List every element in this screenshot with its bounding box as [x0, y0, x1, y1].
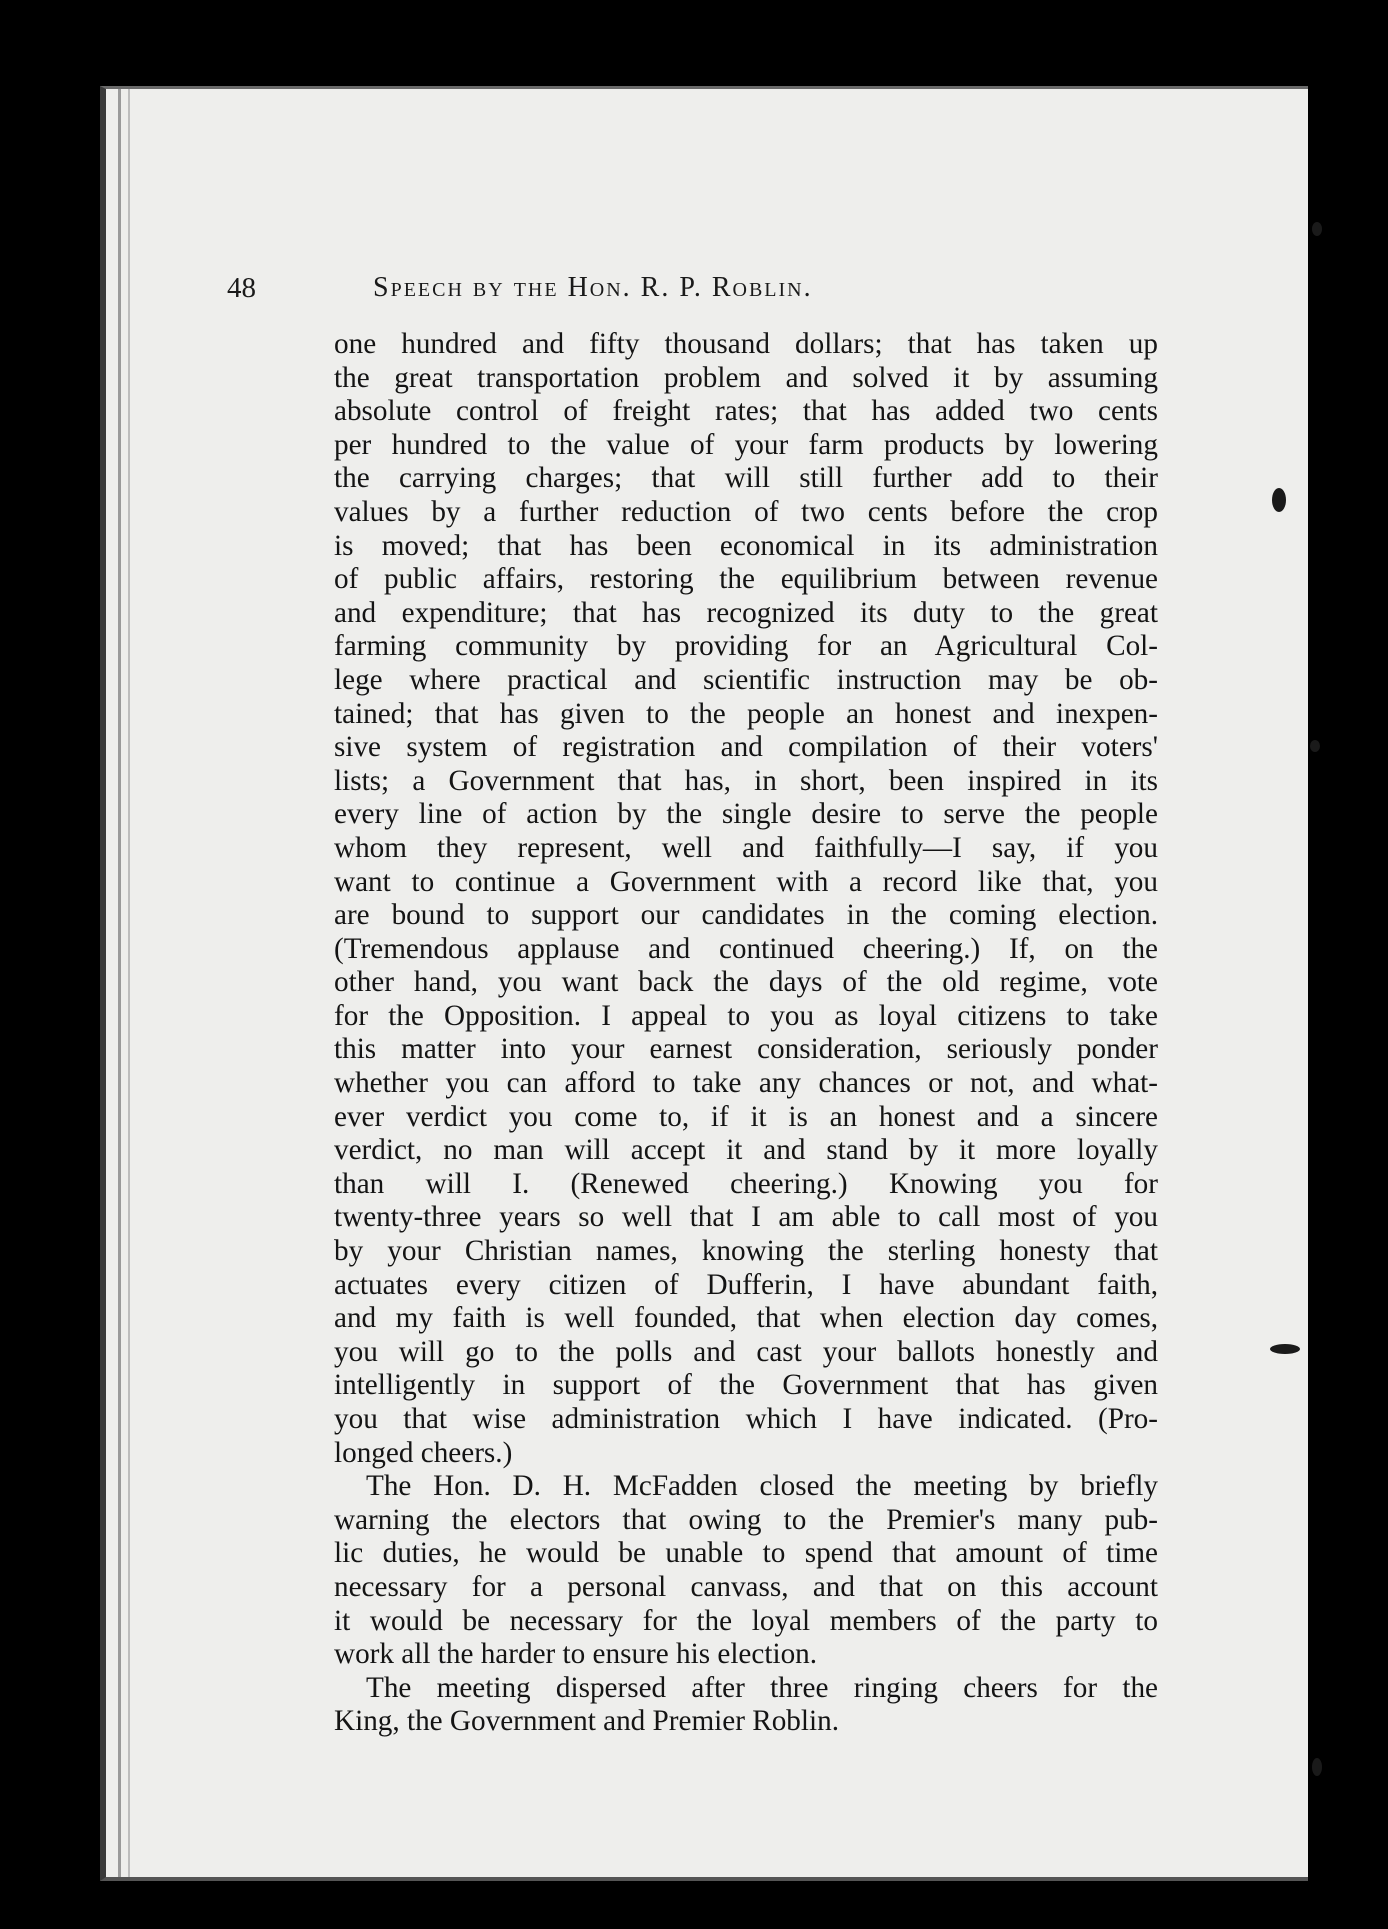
text-line: lic duties, he would be unable to spend that amount of time: [334, 1537, 1158, 1570]
text-line: actuates every citizen of Dufferin, I have abundant faith,: [334, 1268, 1158, 1301]
text-line: sive system of registration and compilation of their voters': [334, 731, 1158, 764]
text-line: intelligently in support of the Government that has given: [334, 1369, 1158, 1402]
text-line: whether you can afford to take any chances or not, and what-: [334, 1067, 1158, 1100]
paragraph-3: [334, 1672, 1158, 1739]
running-title: Speech by the Hon. R. P. Roblin.: [373, 272, 813, 303]
binding-edge-line-inner: [128, 89, 130, 1877]
body-text: [334, 328, 1158, 1739]
running-head: [227, 272, 1087, 312]
text-line: one hundred and fifty thousand dollars; that has taken up: [334, 328, 1158, 360]
text-line: the carrying charges; that will still further add to their: [334, 462, 1158, 495]
text-line: this matter into your earnest consideration, seriously ponder: [334, 1033, 1158, 1066]
text-line: lege where practical and scientific instruction may be ob-: [334, 663, 1158, 696]
scan-speck: [1270, 1344, 1300, 1354]
text-line: farming community by providing for an Agricultural Col-: [334, 630, 1158, 663]
text-line: of public affairs, restoring the equilibrium between revenue: [334, 563, 1158, 596]
text-line: it would be necessary for the loyal members of the party to: [334, 1604, 1158, 1637]
text-line: warning the electors that owing to the Premier's many pub-: [334, 1503, 1158, 1536]
scan-speck: [1310, 740, 1320, 752]
scan-speck: [1312, 1758, 1322, 1776]
text-line: you that wise administration which I have indicated. (Pro-: [334, 1403, 1158, 1435]
text-line: the great transportation problem and solved it by assuming: [334, 361, 1158, 394]
text-line: want to continue a Government with a record like that, you: [334, 865, 1158, 898]
text-line: The Hon. D. H. McFadden closed the meeting by briefly: [366, 1470, 1158, 1503]
text-line: ever verdict you come to, if it is an honest and a sincere: [334, 1100, 1158, 1133]
scan-speck: [1312, 222, 1322, 236]
text-line: by your Christian names, knowing the sterling honesty that: [334, 1235, 1158, 1268]
text-line: verdict, no man will accept it and stand by it more loyally: [334, 1134, 1158, 1167]
scan-speck: [1272, 488, 1286, 512]
text-line: lists; a Government that has, in short, been inspired in its: [334, 764, 1158, 797]
text-line: The meeting dispersed after three ringing cheers for the: [366, 1671, 1158, 1704]
text-line: (Tremendous applause and continued cheering.) If, on the: [334, 932, 1158, 965]
text-line: and my faith is well founded, that when election day comes,: [334, 1302, 1158, 1335]
text-line: than will I. (Renewed cheering.) Knowing you for: [334, 1167, 1158, 1200]
text-line: necessary for a personal canvass, and that on this account: [334, 1570, 1158, 1603]
page-number: 48: [227, 272, 256, 304]
text-line: King, the Government and Premier Roblin.: [334, 1705, 840, 1738]
text-line: for the Opposition. I appeal to you as loyal citizens to take: [334, 999, 1158, 1032]
text-line: values by a further reduction of two cents before the crop: [334, 495, 1158, 528]
text-line: and expenditure; that has recognized its duty to the great: [334, 596, 1158, 629]
text-line: you will go to the polls and cast your ballots honestly and: [334, 1335, 1158, 1368]
text-line: absolute control of freight rates; that has added two cents: [334, 395, 1158, 428]
paragraph-1: [334, 328, 1158, 1470]
text-line: tained; that has given to the people an honest and inexpen-: [334, 697, 1158, 730]
text-line: per hundred to the value of your farm products by lowering: [334, 428, 1158, 461]
text-line: every line of action by the single desire to serve the people: [334, 798, 1158, 831]
text-line: other hand, you want back the days of the old regime, vote: [334, 966, 1158, 999]
binding-edge-line: [118, 89, 121, 1877]
paragraph-2: [334, 1470, 1158, 1672]
text-line: whom they represent, well and faithfully—I say, if you: [334, 831, 1158, 864]
text-line: is moved; that has been economical in its administration: [334, 529, 1158, 562]
text-line: longed cheers.): [334, 1436, 513, 1469]
text-line: are bound to support our candidates in the coming election.: [334, 899, 1158, 932]
text-line: work all the harder to ensure his election.: [334, 1638, 818, 1671]
text-line: twenty-three years so well that I am able to call most of you: [334, 1201, 1158, 1234]
